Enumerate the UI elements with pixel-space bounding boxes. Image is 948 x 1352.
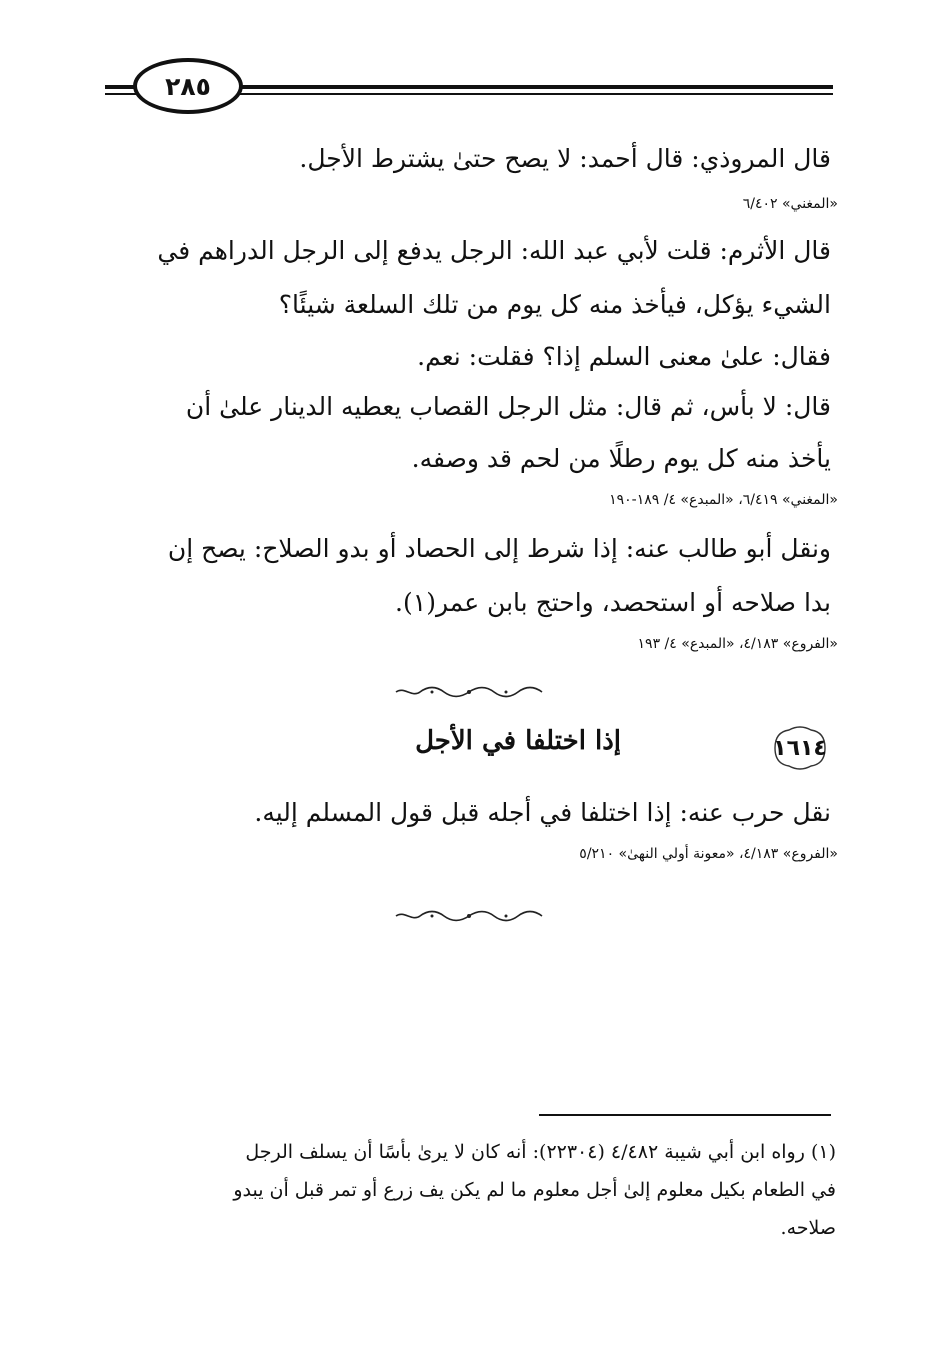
section-number-badge [769, 724, 831, 772]
text-line: قال الأثرم: قلت لأبي عبد الله: الرجل يدفع إلى الرجل الدراهم في [157, 236, 831, 265]
text-line: ونقل أبو طالب عنه: إذا شرط إلى الحصاد أو بدو الصلاح: يصح إن [167, 534, 831, 563]
reference: «الفروع» ٤/١٨٣، «معونة أولي النهىٰ» ٥/٢١٠ [579, 846, 838, 862]
text-line: فقال: علىٰ معنى السلم إذا؟ فقلت: نعم. [417, 342, 831, 371]
text-line: بدا صلاحه أو استحصد، واحتج بابن عمر(١). [395, 588, 831, 617]
text-line: الشيء يؤكل، فيأخذ منه كل يوم من تلك السلعة شيئًا؟ [278, 290, 831, 319]
ornament-divider-icon [394, 910, 544, 922]
text-line: يأخذ منه كل يوم رطلًا من لحم قد وصفه. [411, 444, 831, 473]
section-title: إذا اختلفا في الأجل [415, 726, 621, 756]
text-line [108, 132, 831, 186]
section-heading [108, 720, 831, 776]
reference: «المغني» ٦/٤١٩، «المبدع» ٤/ ١٨٩-١٩٠ [609, 492, 838, 508]
reference: «الفروع» ٤/١٨٣، «المبدع» ٤/ ١٩٣ [637, 636, 838, 652]
text-run: قال المروذي: قال أحمد: لا يصح حتىٰ يشترط الأجل. [299, 144, 831, 173]
reference: «المغني» ٦/٤٠٢ [742, 196, 838, 212]
footnote-line: في الطعام بكيل معلوم إلىٰ أجل معلوم ما لم يكن يف زرع أو تمر قبل أن يبدو [233, 1179, 836, 1201]
text-line: نقل حرب عنه: إذا اختلفا في أجله قبل قول المسلم إليه. [254, 798, 831, 827]
page-number: ٢٨٥ [133, 58, 243, 114]
footnote-line: صلاحه. [780, 1217, 836, 1239]
footnote-line: (١) رواه ابن أبي شيبة ٤/٤٨٢ (٢٢٣٠٤): أنه كان لا يرىٰ بأسًا أن يسلف الرجل [245, 1141, 836, 1163]
page-header [105, 58, 833, 116]
section-number: ١٦١٤ [773, 735, 827, 761]
text-line: قال: لا بأس، ثم قال: مثل الرجل القصاب يعطيه الدينار علىٰ أن [185, 392, 831, 421]
footnote-rule [539, 1114, 831, 1116]
ornament-divider-icon [394, 686, 544, 698]
